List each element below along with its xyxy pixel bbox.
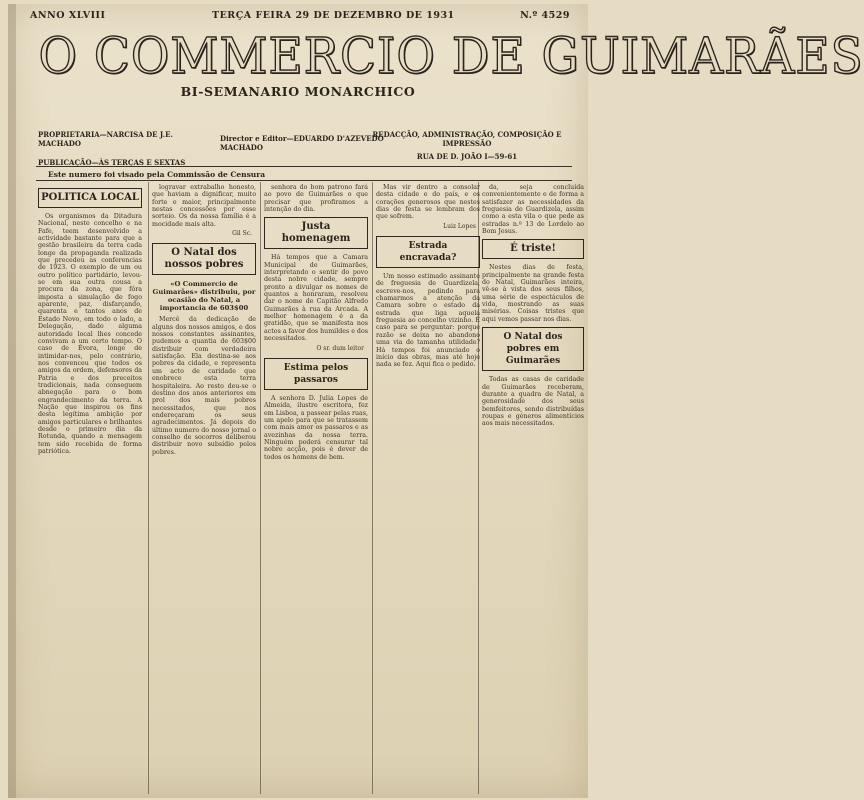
- article-heading-triste: É triste!: [482, 239, 584, 259]
- article-heading-estrada: Estrada encravada?: [376, 236, 480, 268]
- column-1: [38, 184, 142, 794]
- article-subheading: «O Commercio de Guimarães» distribuiu, por ocasião do Natal, a importancia de 603$00: [152, 280, 256, 313]
- article-body: Todas as casas de caridade de Guimarães receberam, durante a quadra de Natal, a generosidade dos seus bemfeitores, sendo distribuídas roupas e géneros alimentícios aos mais necessitados.: [482, 376, 584, 428]
- column-divider: [260, 182, 261, 794]
- masthead: [22, 24, 864, 106]
- page-edge-shadow: [8, 4, 16, 798]
- columns-rule: [36, 180, 572, 181]
- article-body: senhora do bom patrono fará ao povo de Guimarães o que precisar que profiramos a intenção do dia.: [264, 184, 368, 214]
- article-body: Mercê da dedicação de alguns dos nossos amigos, e dos nossos constantes assinantes, pudemos a quantia de 603$00 distribuir com verdadeira satisfação. Ela destina-se aos pobres da cidade, e representa um acto de caridade que enobrece esta terra hospitaleira. Ao resto deu-se o destino dos anos anteriores em prol dos mais pobres necessitados, que nos endereçaram os seus agradecimentos. Já depois do último numero do nosso jornal o conselho de socorros deliberou distribuir novo subsídio pelos pobres.: [152, 316, 256, 456]
- newspaper-subtitle: BI-SEMANARIO MONARCHICO: [180, 84, 416, 99]
- column-2: [152, 184, 256, 794]
- article-body: Há tempos que a Camara Municipal de Guimarães, interpretando o sentir do povo desta nobre cidade, sempre pronto a divulgar os nomes de quantos a honraram, resolveu dar o nome de Capitão Alfredo Guimarães à rua da Arcada. A melhor homenagem é a da gratidão, que se manifesta nos actos a favor dos humildes e dos necessitados.: [264, 254, 368, 343]
- article-signature: Luiz Lopes: [443, 222, 476, 230]
- column-4: [376, 184, 480, 794]
- article-body: Os organismos da Ditadura Nacional, neste concelho e na Fafe, teem desenvolvido a actividade bastante para que a gestão brasileira da terra cada longe da propaganda realizada que precedeu as conferencias de 1923. O exemplo de um ou outro político partidário, levou-se em sua outra cousa a procura da zona, que fôra imposta a simulação de fogo aparente, paz, disfarçando, quarenta e tantos anos de Estado Novo, em todo o lado, a Delegação, dado alguma autoridade local lhes concede convivam a um certo tempo. O caso de Évora, longe de intimidar-nos, pelo contrário, nos convenceu que todos os amigos da ordem, defensores da Patria e dos preceitos tradicionais, nada conseguem abnegação para o bom engrandecimento da terra. A Nação que inspirou os fins desta legítima ambição por amigos particulares e brilhantes desde o primeiro dia da Rotunda, quando a mensagem tem sido recebida de forma patriótica.: [38, 213, 142, 455]
- article-heading-homenagem: Justa homenagem: [264, 217, 368, 249]
- director-line: Director e Editor—EDUARDO D'AZEVEDO MACHADO: [220, 134, 384, 152]
- column-3: [264, 184, 368, 794]
- office-info: [372, 130, 562, 161]
- column-divider: [148, 182, 149, 794]
- address-line: RUA DE D. JOÃO I—59-61: [416, 152, 518, 161]
- article-heading-politica: POLITICA LOCAL: [38, 188, 142, 208]
- article-heading-natal: O Natal dos nossos pobres: [152, 243, 256, 275]
- article-body: Um nosso estimado assinante de freguesia de Guardizela, escreve-nos, pedindo para chamarmos a atenção da Camara sobre o estado da estrada que liga aquela freguesia ao concelho vizinho. É caso para se perguntar: porque razão se deixa no abandono uma via de tamanha utilidade? Há tempos foi anunciado o início das obras, mas até hoje nada se fez. Aqui fica o pedido.: [376, 273, 480, 369]
- column-divider: [372, 182, 373, 794]
- article-heading-natal-pobres: O Natal dos pobres em Guimarães: [482, 327, 584, 371]
- issue-year: ANNO XLVIII: [30, 10, 106, 21]
- column-5: [482, 184, 584, 794]
- newspaper-page: [8, 4, 864, 798]
- issue-line: [22, 10, 574, 22]
- article-heading-passaros: Estima pelos passaros: [264, 358, 368, 390]
- newspaper-title: O COMMERCIO DE GUIMARÃES: [38, 27, 864, 85]
- office-line: REDACÇÃO, ADMINISTRAÇÃO, COMPOSIÇÃO E IMPRESSÃO: [372, 130, 562, 148]
- article-body: Nestes dias de festa, principalmente na grande festa do Natal, Guimarães inteira, vê-se à vista dos seus filhos, uma série de espectáculos de vida, mostrando as suas misérias. Coisas tristes que aqui vemos passar nos dias.: [482, 264, 584, 323]
- article-body: logravar extrabalho honesto, que haviam a dignificar, muito forte e maior, principalmente nestas concessões por esse sorteio. Os da nossa família é a mocidade mais alta.: [152, 184, 256, 228]
- issue-number: N.º 4529: [520, 10, 570, 21]
- article-body: Mas vir dentro a consolar desta cidade e do país, e os corações generosos que nestes dias de festa se lembram dos que sofrem.: [376, 184, 480, 221]
- article-body: A senhora D. Julia Lopes de Almeida, ilustre escritora, fez em Lisboa, a passear pelas ruas, um apelo para que se tratassem com mais amor os passaros e as avezinhas da nossa terra. Ninguém poderá censurar tal nobre acção, pois é dever de todos os homens de bem.: [264, 394, 369, 461]
- article-signature: Gil Sc.: [232, 230, 252, 238]
- proprietor-line: PROPRIETARIA—NARCISA DE J.E. MACHADO: [38, 130, 173, 148]
- article-signature: O sr. dum leitor: [316, 344, 364, 352]
- article-body: da, seja concluída convenientemente e de forma a satisfazer as necessidades da freguesia de Guardizela, assim como a esta vila o que pede as estradas n.º 13 de Lordelo ao Bom Jesus.: [482, 184, 584, 236]
- publication-line: PUBLICAÇÃO—ÀS TERÇAS E SEXTAS: [38, 158, 186, 167]
- header-rule: [36, 166, 572, 167]
- censorship-note: Este numero foi visado pela Commissão de Censura: [48, 170, 266, 179]
- issue-date: TERÇA FEIRA 29 DE DEZEMBRO DE 1931: [212, 10, 455, 21]
